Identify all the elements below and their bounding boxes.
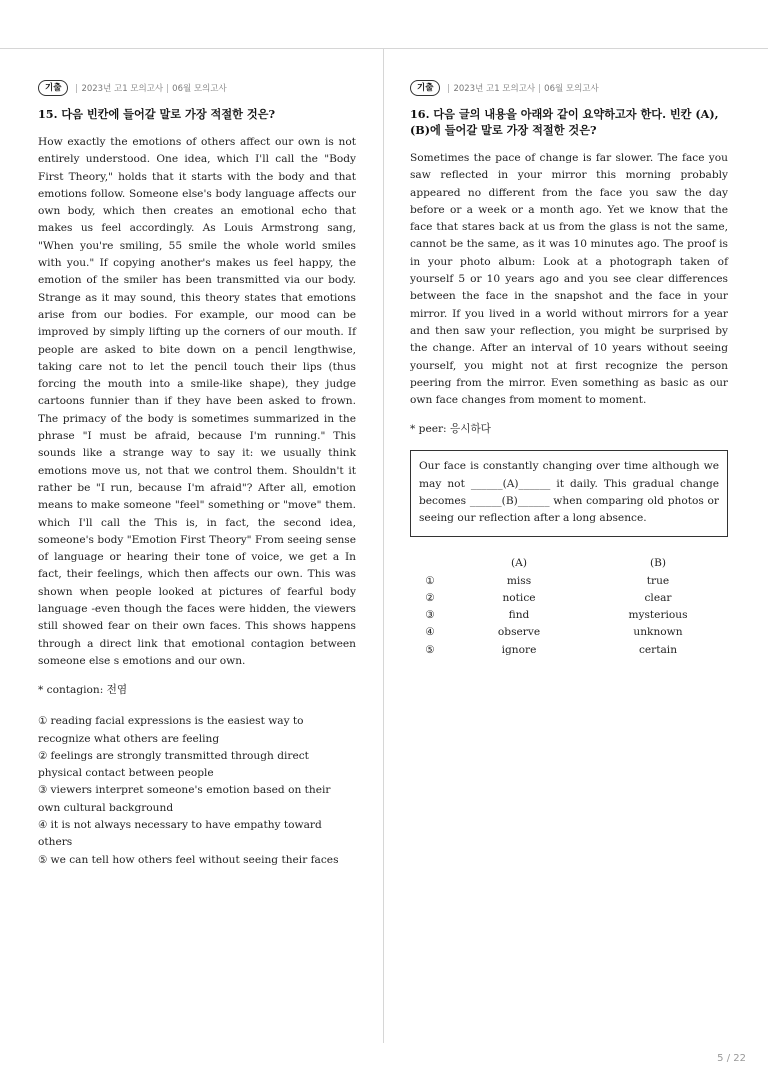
question-15 — [38, 80, 356, 869]
vocab-note: * contagion: 전염 — [38, 684, 128, 697]
source-line — [410, 80, 728, 96]
answer-option[interactable]: ② feelings are strongly transmitted through direct physical contact between people — [38, 749, 309, 780]
header-divider — [0, 48, 768, 49]
question-16 — [410, 80, 728, 658]
answer-choice-row[interactable]: ③ find mysterious — [425, 609, 688, 622]
header-b: (B) — [649, 557, 667, 570]
source-line — [38, 80, 356, 96]
column-divider — [383, 48, 384, 1043]
answer-choice-row[interactable]: ② notice clear — [425, 591, 672, 604]
answer-option[interactable]: ③ viewers interpret someone's emotion based on their own cultural background — [38, 784, 331, 814]
answer-option[interactable]: ⑤ we can tell how others feel without seeing their faces — [38, 853, 339, 866]
table-header-row — [410, 555, 728, 572]
summary-box: Our face is constantly changing over time although we may not ______(A)______ it daily. This gradual change becomes ______(B)______ when comparing old photos or seeing our reflection after a long absence. — [410, 450, 728, 536]
question-title: 16. 다음 글의 내용을 아래와 같이 요약하고자 한다. 빈칸 (A), (B)에 들어갈 말로 가장 적절한 것은? — [410, 107, 719, 137]
answer-choice-row[interactable]: ① miss true — [425, 574, 670, 587]
passage-text: Sometimes the pace of change is far slower. The face you saw reflected in your mirror this morning probably appeared no different from the face you saw the day before or a week or a month ago. Yet we know that the face that stares back at us from the glass is not the same, cannot be the same, as it was 10 minutes ago. The proof is in your photo album: Look at a photograph taken of yourself 5 or 10 years ago and you see clear differences between the face in the snapshot and the face in your mirror. If you lived in a world without mirrors for a year and then saw your reflection, you might be surprised by the change. After an interval of 10 years without seeing yourself, you might not at first recognize the person peering from the mirror. Even something as basic as our own face changes from moment to moment. — [410, 152, 728, 407]
exam-month: 06월 모의고사 — [172, 84, 227, 94]
page-number: 5 / 22 — [717, 1053, 746, 1064]
vocab-note: * peer: 응시하다 — [410, 423, 491, 436]
exam-year: 2023년 고1 모의고사 — [453, 84, 536, 94]
exam-year: 2023년 고1 모의고사 — [81, 84, 164, 94]
answer-option[interactable]: ① reading facial expressions is the easiest way to recognize what others are feeling — [38, 715, 304, 745]
passage-text: How exactly the emotions of others affect our own is not entirely understood. One idea, which I'll call the "Body First Theory," holds that it starts with the body and that emotions follow. Someone else's body language affects our own body, which then creates an emotional echo that makes us feel accordingly. As Louis Armstrong sang, "When you're smiling, 55 smile the whole world smiles with you." If copying another's makes us feel happy, the emotion of the smiler has been transmitted via our body. Strange as it may sound, this theory states that emotions arise from our bodies. For example, our mood can be improved by simply lifting up the corners of our mouth. If people are asked to bite down on a pencil lengthwise, taking care not to let the pencil touch their lips (thus forcing the mouth into a smile-like shape), they judge cartoons funnier than if they have been asked to frown. The primacy of the body is sometimes summarized in the phrase "I must be afraid, because I'm running." This sounds like a strange way to say it: we usually think emotions move us, not that we control them. Shouldn't it rather be "I run, because I'm afraid"? After all, emotion means to make someone "feel" something or "move" them. which I'll call the This is, in fact, the second idea, someone's body "Emotion First Theory" From seeing sense of language or hearing their tone of voice, we get a In fact, their feelings, which then affects our own. This was shown when people looked at pictures of fearful body language -even though the faces were hidden, the viewers still showed fear on their own faces. This shows happens through a direct link that emotional contagion between someone else s emotions and our own. — [38, 136, 356, 667]
question-title: 15. 다음 빈칸에 들어갈 말로 가장 적절한 것은? — [38, 107, 276, 121]
past-exam-badge: 기출 — [38, 80, 68, 96]
answer-choices-table — [410, 555, 728, 659]
answer-choice-row[interactable]: ⑤ ignore certain — [425, 643, 678, 656]
answer-choice-row[interactable]: ④ observe unknown — [425, 626, 683, 639]
past-exam-badge: 기출 — [410, 80, 440, 96]
answer-options — [38, 713, 356, 869]
exam-month: 06월 모의고사 — [544, 84, 599, 94]
header-a: (A) — [511, 557, 527, 570]
answer-option[interactable]: ④ it is not always necessary to have empathy toward others — [38, 818, 322, 849]
